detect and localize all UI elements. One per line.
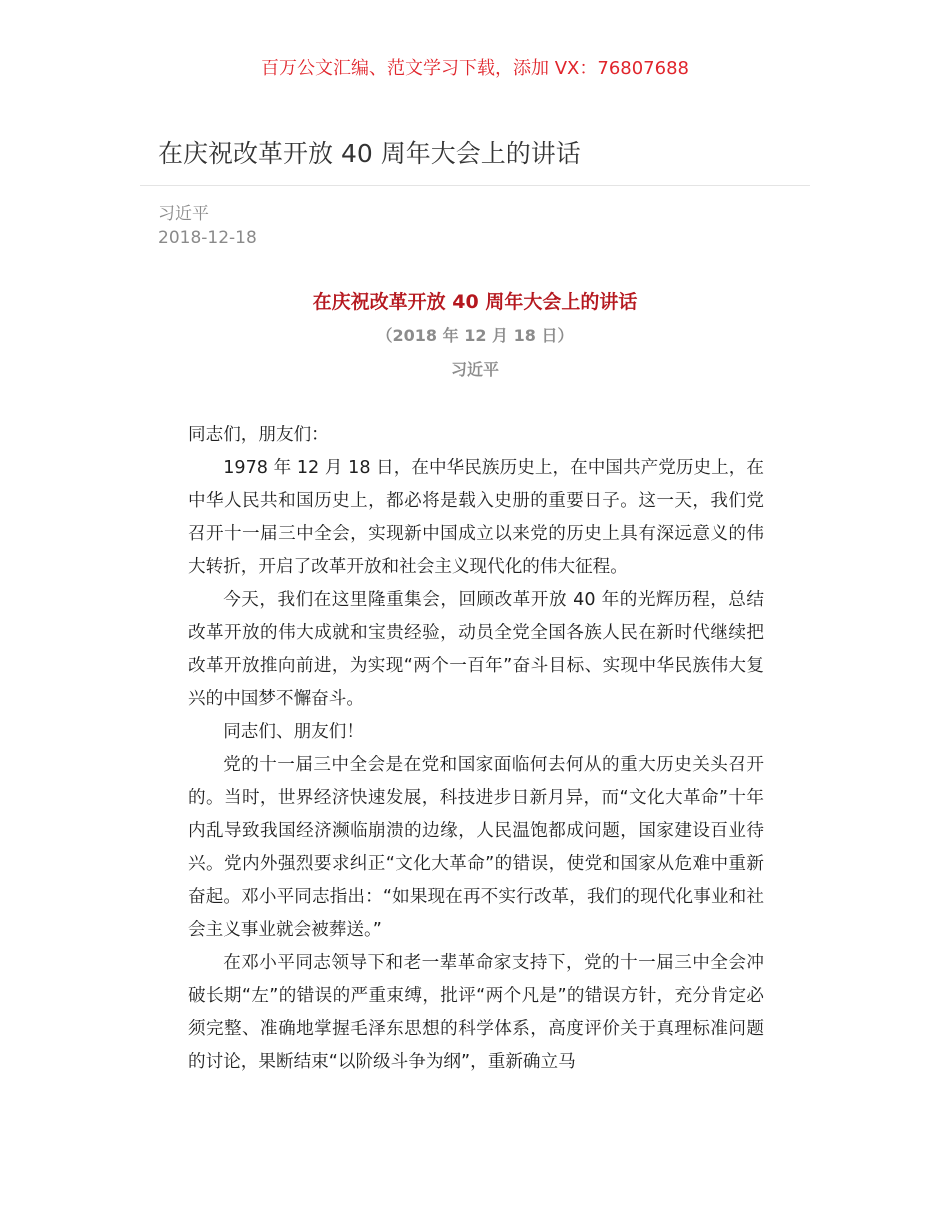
speech-body bbox=[188, 419, 764, 1079]
paragraph: 在邓小平同志领导下和老一辈革命家支持下，党的十一届三中全会冲破长期“左”的错误的严重束缚，批评“两个凡是”的错误方针，充分肯定必须完整、准确地掌握毛泽东思想的科学体系，高度评价关于真理标准问题的讨论，果断结束“以阶级斗争为纲”，重新确立马 bbox=[188, 953, 764, 1072]
document-title: 在庆祝改革开放 40 周年大会上的讲话 bbox=[312, 291, 638, 313]
article-date: 2018-12-18 bbox=[158, 228, 257, 248]
paragraph: 党的十一届三中全会是在党和国家面临何去何从的重大历史关头召开的。当时，世界经济快速发展，科技进步日新月异，而“文化大革命”十年内乱导致我国经济濒临崩溃的边缘，人民温饱都成问题，国家建设百业待兴。党内外强烈要求纠正“文化大革命”的错误，使党和国家从危难中重新奋起。邓小平同志指出：“如果现在再不实行改革，我们的现代化事业和社会主义事业就会被葬送。” bbox=[188, 755, 764, 940]
promo-banner: 百万公文汇编、范文学习下载，添加 VX：76807688 bbox=[261, 58, 689, 79]
document-author: 习近平 bbox=[450, 360, 499, 379]
document-header bbox=[0, 286, 950, 386]
salutation: 同志们，朋友们： bbox=[188, 425, 329, 445]
document-date: （2018 年 12 月 18 日） bbox=[376, 326, 574, 345]
page-title: 在庆祝改革开放 40 周年大会上的讲话 bbox=[158, 139, 581, 168]
paragraph: 1978 年 12 月 18 日，在中华民族历史上，在中国共产党历史上，在中华人民共和国历史上，都必将是载入史册的重要日子。这一天，我们党召开十一届三中全会，实现新中国成立以来党的历史上具有深远意义的伟大转折，开启了改革开放和社会主义现代化的伟大征程。 bbox=[188, 458, 764, 577]
paragraph: 今天，我们在这里隆重集会，回顾改革开放 40 年的光辉历程，总结改革开放的伟大成就和宝贵经验，动员全党全国各族人民在新时代继续把改革开放推向前进，为实现“两个一百年”奋斗目标、实现中华民族伟大复兴的中国梦不懈奋斗。 bbox=[188, 590, 764, 709]
title-divider bbox=[140, 185, 810, 186]
paragraph: 同志们、朋友们！ bbox=[223, 722, 364, 742]
article-meta bbox=[158, 202, 257, 250]
article-author: 习近平 bbox=[158, 204, 209, 224]
